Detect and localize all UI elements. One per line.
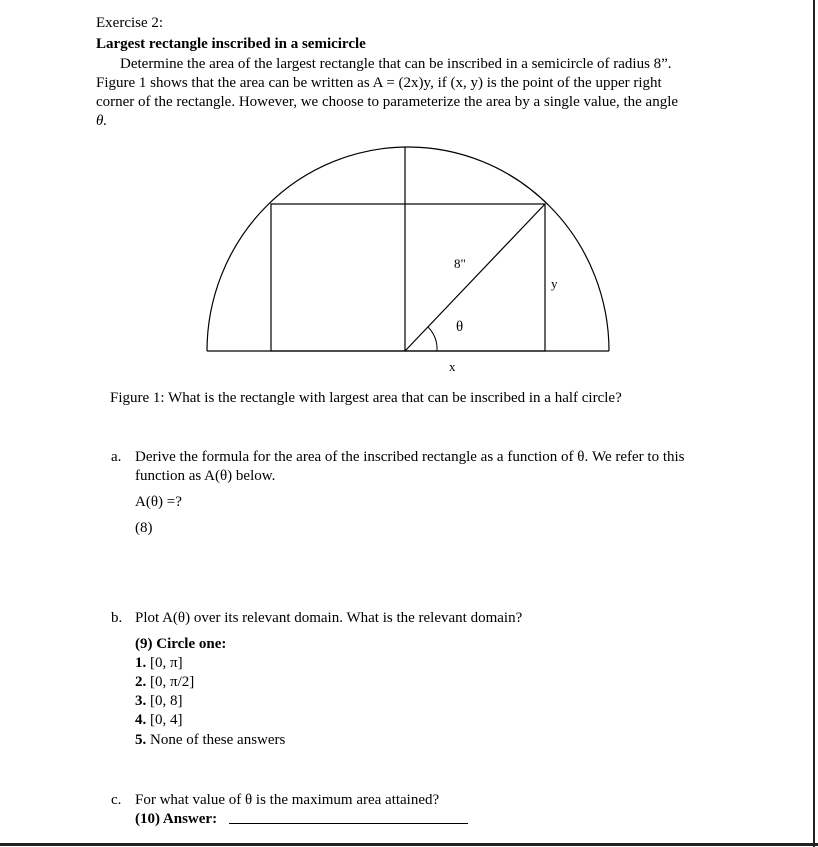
page-frame-bottom (0, 843, 818, 846)
radius-line (405, 204, 545, 351)
radius-label: 8" (454, 256, 466, 271)
option-text: None of these answers (150, 732, 286, 748)
option-number: 2. (135, 674, 147, 690)
semicircle-figure (200, 140, 620, 380)
exercise-title: Largest rectangle inscribed in a semicircle (96, 36, 366, 52)
intro-line: corner of the rectangle. However, we choose to parameterize the area by a single value, the angle (96, 94, 679, 110)
option-3[interactable] (135, 693, 183, 710)
answer-blank-line[interactable] (229, 823, 468, 824)
option-4[interactable] (135, 712, 183, 729)
exercise-heading: Exercise 2: (96, 15, 164, 31)
answer-label: (10) Answer: (135, 811, 218, 827)
angle-arc (428, 327, 437, 351)
question-c-text: For what value of θ is the maximum area attained? (135, 792, 440, 808)
question-a-points: (8) (135, 520, 153, 536)
figure-caption: Figure 1: What is the rectangle with largest area that can be inscribed in a half circle? (110, 390, 622, 406)
question-a-line: Derive the formula for the area of the inscribed rectangle as a function of θ. We refer to this (135, 449, 685, 465)
option-5[interactable] (135, 732, 285, 749)
option-text: [0, π] (150, 655, 183, 671)
question-b-marker: b. (111, 610, 123, 626)
y-label: y (551, 276, 558, 291)
intro-line: Determine the area of the largest rectangle that can be inscribed in a semicircle of radius 8”. (120, 56, 672, 72)
option-text: [0, 8] (150, 693, 183, 709)
intro-line: Figure 1 shows that the area can be written as A = (2x)y, if (x, y) is the point of the upper right (96, 75, 662, 91)
question-c-marker: c. (111, 792, 122, 808)
x-label: x (449, 359, 456, 374)
inscribed-rectangle (271, 204, 545, 351)
option-number: 1. (135, 655, 147, 671)
semicircle-arc (207, 147, 609, 351)
option-number: 5. (135, 732, 147, 748)
question-b-text: Plot A(θ) over its relevant domain. What is the relevant domain? (135, 610, 523, 626)
option-number: 3. (135, 693, 147, 709)
option-1[interactable] (135, 655, 183, 672)
option-2[interactable] (135, 674, 194, 691)
question-a-line: function as A(θ) below. (135, 468, 276, 484)
question-a-formula: A(θ) =? (135, 494, 182, 510)
intro-paragraph (96, 55, 722, 131)
page-frame-right (813, 0, 815, 847)
intro-line: θ. (96, 113, 108, 129)
option-number: 4. (135, 712, 147, 728)
option-text: [0, 4] (150, 712, 183, 728)
angle-label: θ (456, 319, 464, 335)
question-b-prompt: (9) Circle one: (135, 636, 227, 652)
question-a-marker: a. (111, 449, 122, 465)
option-text: [0, π/2] (150, 674, 195, 690)
